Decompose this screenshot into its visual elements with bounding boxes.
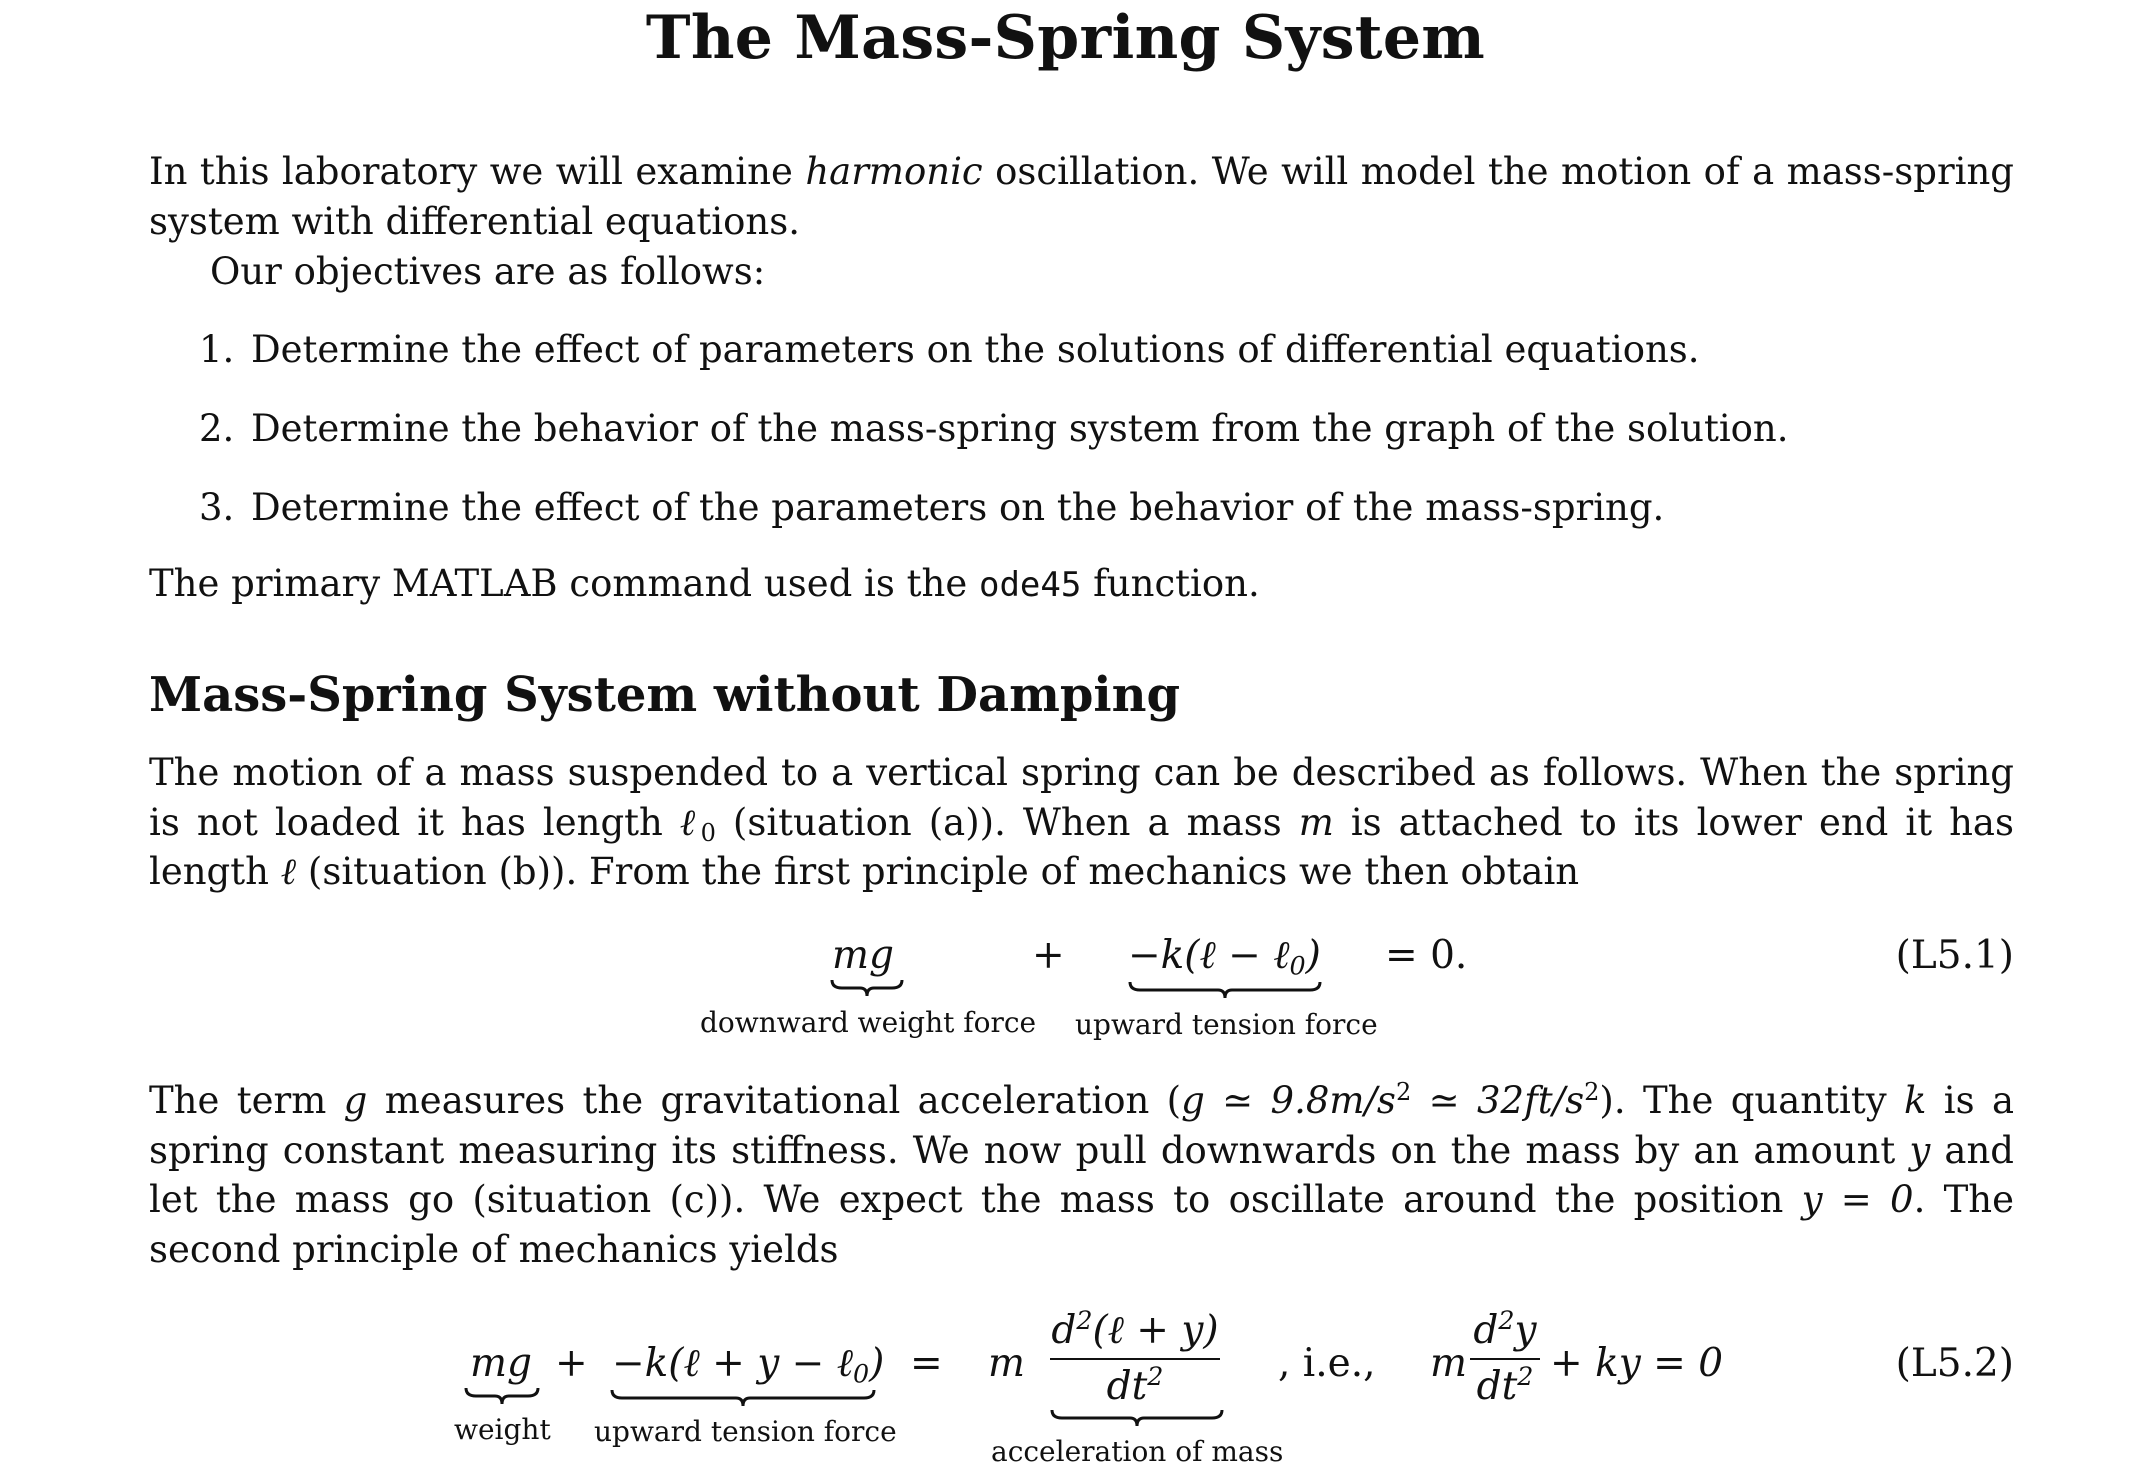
math-sup: 2 — [1147, 1361, 1164, 1392]
eq2-tail: + ky = 0 — [1550, 1341, 1724, 1386]
eq1-label-weight: downward weight force — [700, 1006, 1037, 1039]
math-inline: ≃ 32ft/s — [1411, 1079, 1585, 1122]
eq2-brace-acceleration — [1050, 1408, 1224, 1428]
paragraph-gravity — [149, 1076, 2014, 1274]
paragraph-text: The term — [149, 1079, 344, 1122]
math-var: g — [343, 1079, 368, 1122]
paragraph-text: and let the mass go (situation (c)). We expect the mass to oscillate around the position — [149, 1128, 2014, 1221]
eq1-weight-term: mg — [832, 933, 894, 978]
eq1-tension-close: ) — [1305, 933, 1321, 978]
eq2-fraction2-denominator — [1468, 1361, 1542, 1410]
section-heading: Mass-Spring System without Damping — [149, 667, 1181, 723]
intro-paragraph — [149, 147, 2014, 246]
math-var: ℓ — [679, 800, 701, 844]
eq1-label-tension: upward tension force — [1075, 1008, 1378, 1041]
eq2-den-dt: dt — [1106, 1364, 1148, 1409]
objective-text: Determine the effect of the parameters on the behavior of the mass-spring. — [251, 486, 1665, 529]
eq2-fraction2-bar — [1470, 1358, 1540, 1360]
objective-item — [199, 483, 1664, 532]
eq2-tension-term — [612, 1340, 884, 1388]
eq1-plus: + — [1032, 933, 1065, 978]
intro-text: In this laboratory we will examine — [149, 150, 806, 193]
eq2-fraction2-numerator — [1468, 1305, 1542, 1354]
eq2-plus: + — [555, 1341, 588, 1386]
eq2-label-tension: upward tension force — [594, 1415, 897, 1448]
eq2-brace-weight — [464, 1386, 540, 1406]
paragraph-text: is attached to its lower end it has length — [149, 800, 2014, 893]
eq2-equals: = — [910, 1341, 943, 1386]
eq2-ie: , i.e., — [1278, 1341, 1376, 1386]
math-var: k — [1903, 1079, 1927, 1122]
eq2-number: (L5.2) — [1895, 1341, 2014, 1386]
eq2-weight-term: mg — [470, 1341, 532, 1386]
paragraph-text: ). The quantity — [1599, 1079, 1904, 1122]
math-inline: g ≃ 9.8m/s — [1181, 1079, 1396, 1122]
eq2-den2-dt: dt — [1476, 1364, 1518, 1409]
objective-item — [199, 404, 1789, 453]
math-inline: y = 0 — [1801, 1178, 1914, 1221]
paragraph-text: . The second principle of mechanics yields — [149, 1178, 2015, 1271]
objectives-lead: Our objectives are as follows: — [210, 250, 766, 293]
paragraph-text: The motion of a mass suspended to a vertical spring can be described as follows. When the spring is not loaded it has length — [149, 751, 2014, 844]
objective-item — [199, 325, 1700, 374]
eq2-mass: m — [988, 1341, 1025, 1386]
eq2-num-d: d — [1051, 1308, 1077, 1353]
matlab-text: The primary MATLAB command used is the — [149, 562, 979, 605]
math-sup: 2 — [1498, 1305, 1515, 1336]
eq1-tension-term — [1128, 932, 1321, 980]
eq2-tension-text: −k(ℓ + y − ℓ — [612, 1341, 853, 1386]
eq2-num2-y: y — [1514, 1308, 1537, 1353]
matlab-command: ode45 — [978, 565, 1082, 605]
paragraph-text: (situation (a)). When a mass — [715, 800, 1299, 844]
paragraph-spring — [149, 748, 2014, 897]
eq2-tension-sub: 0 — [853, 1358, 870, 1389]
math-sub: 0 — [700, 818, 716, 847]
matlab-text-end: function. — [1081, 562, 1260, 605]
matlab-sentence — [149, 559, 1260, 611]
eq2-num-rest: (ℓ + y) — [1092, 1308, 1219, 1353]
math-sup: 2 — [1584, 1077, 1600, 1106]
paragraph-text: is a spring constant measuring its stiffness. We now pull downwards on the mass by an amount — [149, 1079, 2015, 1172]
eq2-mass-2: m — [1430, 1341, 1467, 1386]
paragraph-text: (situation (b)). From the first principle of mechanics we then obtain — [296, 850, 1580, 893]
eq1-rhs: = 0. — [1385, 933, 1468, 978]
math-var: y — [1909, 1128, 1931, 1172]
math-sup: 2 — [1395, 1077, 1412, 1106]
eq2-fraction-denominator — [1048, 1361, 1222, 1410]
math-sup: 2 — [1076, 1305, 1093, 1336]
objective-number: 1. — [199, 328, 235, 371]
eq1-tension-sub: 0 — [1289, 950, 1306, 981]
eq2-label-weight: weight — [454, 1413, 551, 1446]
eq2-label-acceleration: acceleration of mass — [991, 1435, 1284, 1468]
intro-text-cont: oscillation. We will model the motion of a mass-spring system with differential equations. — [149, 150, 2014, 243]
eq1-brace-weight — [830, 978, 904, 998]
eq1-number: (L5.1) — [1895, 933, 2014, 978]
eq2-brace-tension — [610, 1388, 876, 1408]
math-var: m — [1298, 800, 1334, 844]
eq2-fraction-numerator — [1048, 1305, 1222, 1354]
objective-number: 2. — [199, 407, 235, 450]
math-var: ℓ — [280, 850, 297, 893]
objective-number: 3. — [199, 486, 235, 529]
objective-text: Determine the behavior of the mass-spring system from the graph of the solution. — [251, 407, 1789, 450]
math-sup: 2 — [1517, 1361, 1534, 1392]
eq1-tension-text: −k(ℓ − ℓ — [1128, 933, 1290, 978]
intro-emphasis: harmonic — [805, 150, 983, 193]
objective-text: Determine the effect of parameters on the solutions of differential equations. — [251, 328, 1700, 371]
eq2-tension-close: ) — [869, 1341, 885, 1386]
document-title: The Mass-Spring System — [645, 3, 1486, 73]
eq2-num2-d: d — [1473, 1308, 1499, 1353]
paragraph-text: measures the gravitational acceleration ( — [367, 1079, 1182, 1122]
eq2-fraction-bar — [1050, 1358, 1220, 1360]
eq1-brace-tension — [1128, 980, 1322, 1000]
